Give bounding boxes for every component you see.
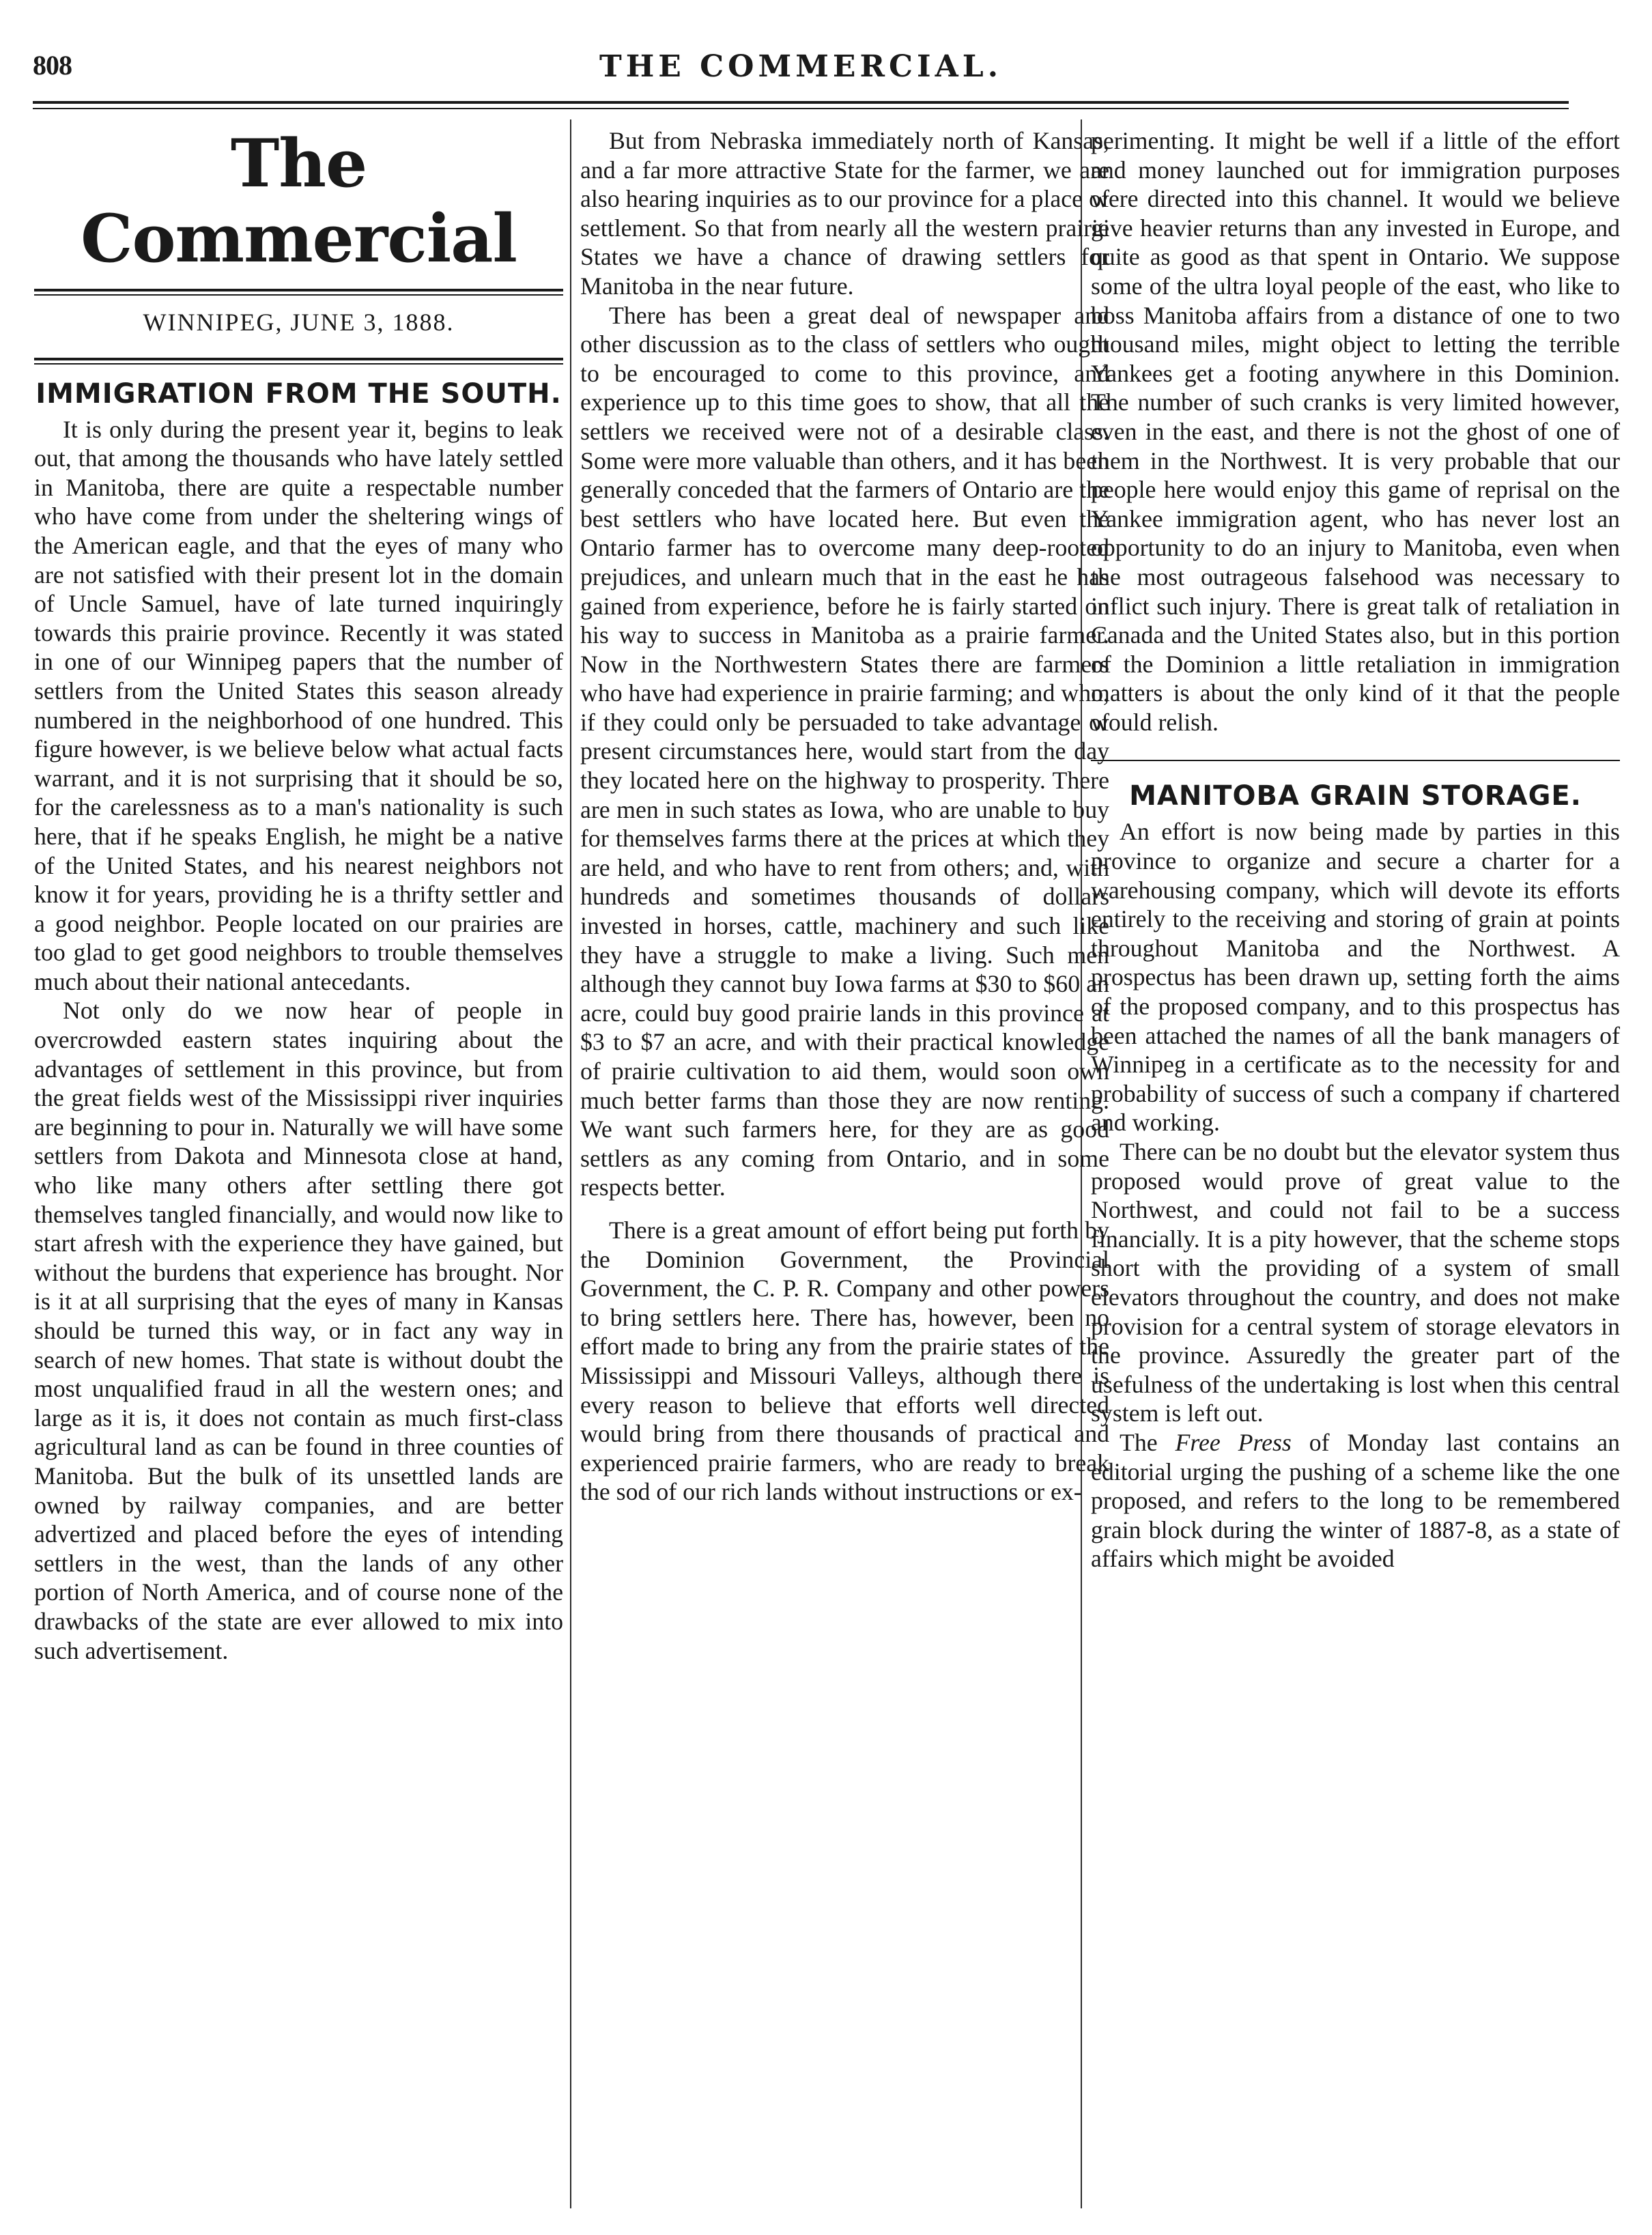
paragraph: There is a great amount of effort being put forth by the Dominion Government, the Provincial Government, the C. P. R. Company and other powers to bring settlers here. There has, however, been no effort made to bring any from the prairie states of the Mississippi and Missouri Valleys, although there is every reason to believe that efforts well directed would bring from there thousands of practical and experienced prairie farmers, who are ready to break the sod of our rich lands without instructions or ex-	[580, 1216, 1109, 1506]
masthead-rule	[34, 289, 563, 296]
header-rule-thin	[33, 108, 1569, 109]
headline-grain-storage: MANITOBA GRAIN STORAGE.	[1129, 780, 1582, 812]
headline-immigration: IMMIGRATION FROM THE SOUTH.	[35, 378, 562, 410]
paragraph-lead: The	[1120, 1428, 1158, 1456]
newspaper-name: Free Press	[1175, 1428, 1292, 1456]
paragraph: There can be no doubt but the elevator system thus proposed would prove of great value to the Northwest, and could not fail to be a success financially. It is a pity however, that the scheme stops short with the providing of a system of small elevators throughout the country, and does not make provision for a central system of storage elevators in the province. Assuredly the greater part of the usefulness of the undertaking is lost when this central system is left out.	[1091, 1138, 1620, 1427]
paragraph	[1091, 1428, 1620, 1574]
dateline-rule	[34, 358, 563, 365]
paragraph: There has been a great deal of newspaper and other discussion as to the class of settlers who ought to be encouraged to come to this province, and experience up to this time goes to show, that all the settlers we received were not of a desirable class. Some were more valuable than others, and it has been generally conceded that the farmers of Ontario are the best settlers who have located here. But even the Ontario farmer has to overcome many deep-rooted prejudices, and unlearn much that in the east he has gained from experience, before he is fairly started on his way to success in Manitoba as a prairie farmer. Now in the Northwestern States there are farmers who have had experience in prairie farming; and who, if they could only be persuaded to take advantage of present circumstances here, would start from the day they located here on the highway to prosperity. There are men in such states as Iowa, who are unable to buy for themselves farms there at the prices at which they are held, and who have to rent from others; and, with hundreds and sometimes thousands of dollars invested in horses, cattle, machinery and such like they have a struggle to make a living. Such men although they cannot buy Iowa farms at $30 to $60 an acre, could buy good prairie lands in this province at $3 to $7 an acre, and with their practical knowledge of prairie cultivation to aid them, would soon own much better farms than those they are now renting. We want such farmers here, for they are as good settlers as any coming from Ontario, and in some respects better.	[580, 301, 1109, 1201]
paragraph-gap	[580, 1202, 1109, 1216]
running-title: THE COMMERCIAL.	[599, 49, 1003, 84]
paragraph: An effort is now being made by parties in this province to organize and secure a charter for a warehousing company, which will devote its efforts entirely to the receiving and storing of grain at points throughout Manitoba and the Northwest. A prospectus has been drawn up, setting forth the aims of the proposed company, and to this prospectus has been attached the names of all the bank managers of Winnipeg in a certificate as to the necessity for and probability of success of such a company if chartered and working.	[1091, 818, 1620, 1137]
paragraph: It is only during the present year it, begins to leak out, that among the thousands who have lately settled in Manitoba, there are quite a respectable number who have come from under the sheltering wings of the American eagle, and that the eyes of many who are not satisfied with their present lot in the domain of Uncle Samuel, have of late turned inquiringly towards this prairie province. Recently it was stated in one of our Winnipeg papers that the number of settlers from the United States this season already numbered in the neighborhood of one hundred. This figure however, is we believe below what actual facts warrant, and it is not surprising that it should be so, for the carelessness as to a man's nationality is such here, that if he speaks English, he might be a native of the United States, and his nearest neighbors not know it for years, providing he is a thrifty settler and a good neighbor. People located on our prairies are too glad to get good neighbors to trouble themselves much about their national antecedants.	[34, 415, 563, 995]
column-2	[580, 126, 1109, 1507]
paragraph: But from Nebraska immediately north of Kansas, and a far more attractive State for the farmer, we are also hearing inquiries as to our province for a place of settlement. So that from nearly all the western prairie States we have a chance of drawing settlers for Manitoba in the near future.	[580, 127, 1109, 300]
paragraph-rest: of Monday last contains an editorial urging the pushing of a scheme like the one proposed, and refers to the long to be remembered grain block during the winter of 1887-8, as a state of affairs which might be avoided	[1091, 1428, 1621, 1573]
masthead-title: The Commercial	[81, 125, 517, 277]
page-header	[33, 49, 1569, 97]
dateline: WINNIPEG, JUNE 3, 1888.	[143, 309, 455, 336]
column-1	[34, 126, 563, 1665]
paragraph-continued: perimenting. It might be well if a little of the effort and money launched out for immigration purposes were directed into this channel. It would we believe give heavier returns than any invested in Europe, and quite as good as that spent in Ontario. We suppose some of the ultra loyal people of the east, who like to boss Manitoba affairs from a distance of one to two thousand miles, might object to letting the terrible Yankees get a footing anywhere in this Dominion. The number of such cranks is very limited however, even in the east, and there is not the ghost of one of them in the Northwest. It is very probable that our people here would enjoy this game of reprisal on the Yankee immigration agent, who has never lost an opportunity to do an injury to Manitoba, even when the most outrageous falsehood was necessary to inflict such injury. There is great talk of retaliation in Canada and the United States also, but in this portion of the Dominion a little retaliation in immigration matters is about the only kind of it that the people would relish.	[1091, 127, 1620, 736]
header-rule	[33, 101, 1569, 104]
column-3	[1091, 126, 1620, 1574]
section-break	[1091, 760, 1620, 761]
column-divider	[570, 119, 571, 2208]
paragraph: Not only do we now hear of people in overcrowded eastern states inquiring about the advantages of settlement in this province, but from the great fields west of the Mississippi river inquiries are beginning to pour in. Naturally we will have some settlers from Dakota and Minnesota close at hand, who like many others after settling there got themselves tangled financially, and would now like to start afresh with the experience they have gained, but without the burdens that experience has brought. Nor is it at all surprising that the eyes of many in Kansas should be turned this way, or in fact any way in search of new homes. That state is without doubt the most unqualified fraud in all the western ones; and large as it is, it does not contain as much first-class agricultural land as can be found in three counties of Manitoba. But the bulk of its unsettled lands are owned by railway companies, and are better advertized and placed before the eyes of intending settlers in the west, than the lands of any other portion of North America, and of course none of the drawbacks of the state are ever allowed to mix into such advertisement.	[34, 997, 563, 1664]
page-number: 808	[33, 50, 72, 81]
